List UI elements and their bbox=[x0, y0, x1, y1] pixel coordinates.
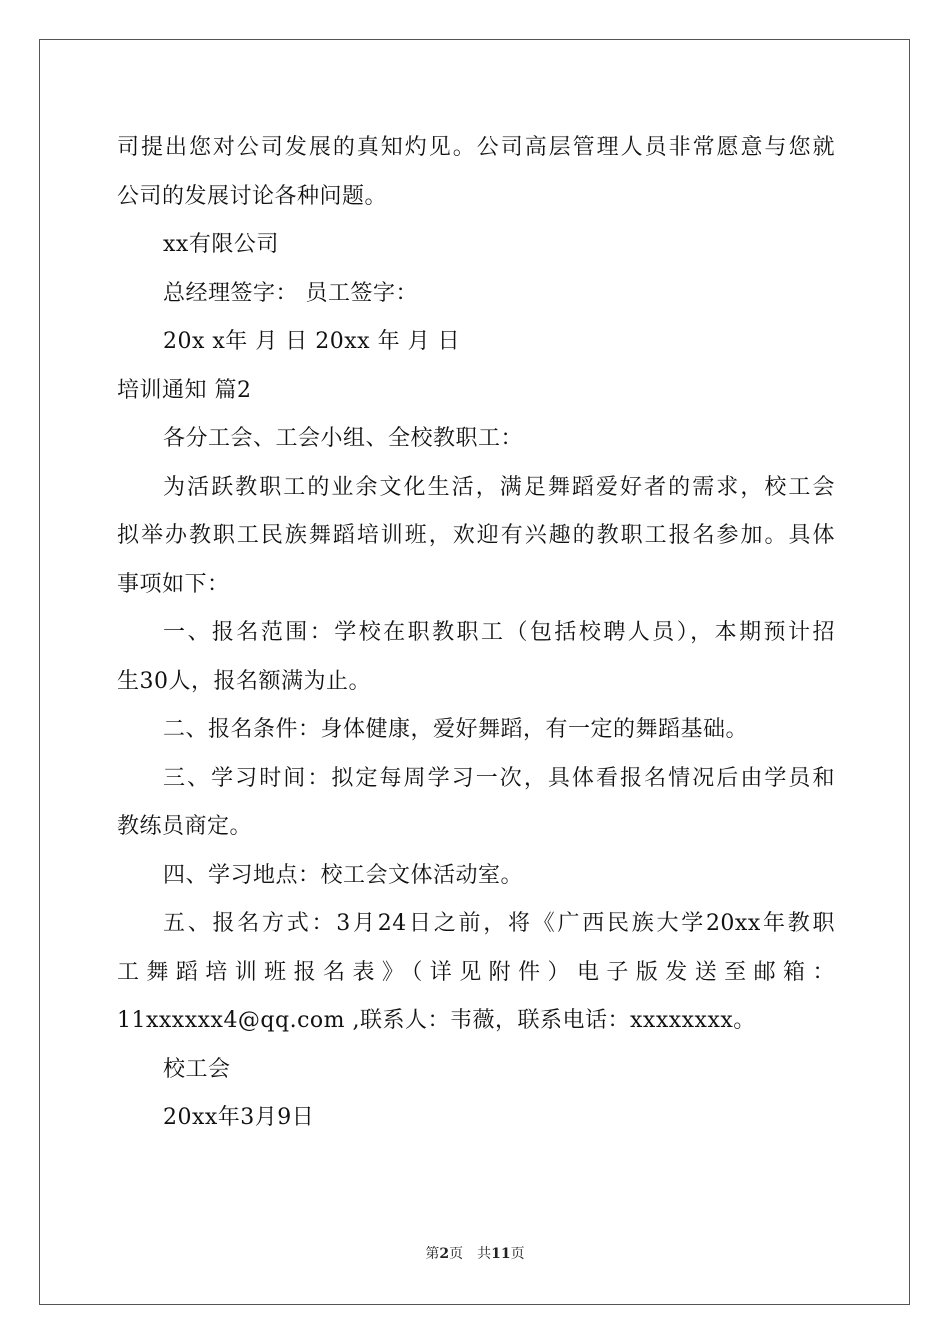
page-prefix: 第 bbox=[425, 1246, 440, 1262]
signature-line: 总经理签字： 员工签字： bbox=[163, 280, 418, 306]
paragraph-line: 工舞蹈培训班报名表》（详见附件）电子版发送至邮箱： bbox=[117, 959, 835, 985]
company-name: xx有限公司 bbox=[163, 232, 279, 257]
page-suffix: 页 bbox=[449, 1246, 464, 1262]
paragraph-line: 四、学习地点：校工会文体活动室。 bbox=[163, 862, 524, 888]
contact-line: 11xxxxxx4@qq.com ,联系人：韦薇，联系电话：xxxxxxxx。 bbox=[117, 1008, 756, 1033]
page-number: 2 bbox=[439, 1246, 450, 1262]
date-line: 20x x年 月 日 20xx 年 月 日 bbox=[163, 329, 461, 354]
total-pages: 11 bbox=[491, 1246, 511, 1262]
paragraph-line: 生30人，报名额满为止。 bbox=[117, 668, 371, 694]
document-body bbox=[117, 124, 835, 1143]
paragraph-line: 事项如下： bbox=[117, 571, 230, 597]
paragraph-line: 司提出您对公司发展的真知灼见。公司高层管理人员非常愿意与您就 bbox=[117, 135, 835, 160]
sender-name: 校工会 bbox=[163, 1056, 231, 1082]
paragraph-line: 一、报名范围：学校在职教职工（包括校聘人员），本期预计招 bbox=[163, 620, 835, 645]
page-footer bbox=[0, 1244, 950, 1264]
paragraph-line: 为活跃教职工的业余文化生活，满足舞蹈爱好者的需求，校工会 bbox=[163, 474, 835, 500]
paragraph-line: 五、报名方式：3月24日之前，将《广西民族大学20xx年教职 bbox=[163, 911, 835, 936]
sender-date: 20xx年3月9日 bbox=[163, 1105, 315, 1130]
section-heading: 培训通知 篇2 bbox=[117, 377, 252, 403]
paragraph-line: 三、学习时间：拟定每周学习一次，具体看报名情况后由学员和 bbox=[163, 765, 835, 791]
salutation: 各分工会、工会小组、全校教职工： bbox=[163, 426, 524, 451]
total-suffix: 页 bbox=[510, 1246, 525, 1262]
paragraph-line: 公司的发展讨论各种问题。 bbox=[117, 183, 388, 209]
paragraph-line: 二、报名条件：身体健康，爱好舞蹈，有一定的舞蹈基础。 bbox=[163, 717, 749, 742]
paragraph-line: 教练员商定。 bbox=[117, 814, 253, 839]
total-prefix: 共 bbox=[477, 1246, 492, 1262]
paragraph-line: 拟举办教职工民族舞蹈培训班，欢迎有兴趣的教职工报名参加。具体 bbox=[117, 523, 835, 548]
